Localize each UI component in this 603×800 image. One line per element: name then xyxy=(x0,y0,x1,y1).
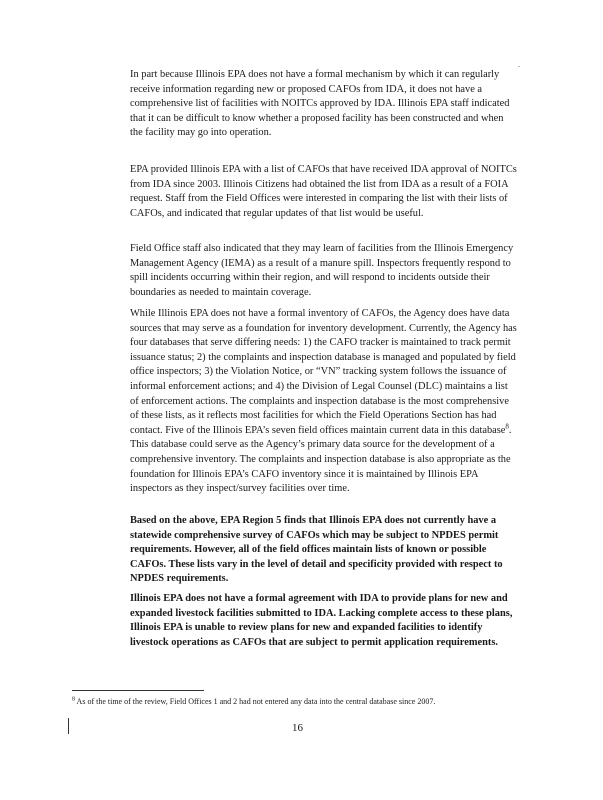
paragraph-3: Field Office staff also indicated that they may learn of facilities from the Illinois Emergency Management Agency (IEMA) as a result of a manure spill. Inspectors frequently respond to spill incidents occurring within their region, and will respond to incidents outside their boundaries as needed to maintain coverage. xyxy=(130,243,514,298)
finding-paragraph-2: Illinois EPA does not have a formal agreement with IDA to provide plans for new and expanded livestock facilities submitted to IDA. Lacking complete access to these plans, Illinois EPA is unable to review plans for new and expanded facilities to identify livestock operations as CAFOs that are subject to permit application requirements. xyxy=(130,593,513,648)
footnote-marker: 8 xyxy=(72,696,75,703)
corner-mark: . xyxy=(518,60,520,69)
footnote-divider xyxy=(72,690,204,691)
margin-mark xyxy=(68,718,69,734)
paragraph-4-text: While Illinois EPA does not have a formal inventory of CAFOs, the Agency does have data sources that may serve as a foundation for inventory development. Currently, the Agency has four databases that serve differing needs: 1) the CAFO tracker is maintained to track permit issuance status; 2) the complaints and inspection database is managed and populated by field office inspectors; 3) the Violation Notice, or “VN” tracking system follows the issuance of informal enforcement actions; and 4) the Division of Legal Counsel (DLC) maintains a list of enforcement actions. The complaints and inspection database is the most comprehensive of these lists, as it reflects most facilities for which the Field Operations Section has had contact. Five of the Illinois EPA’s seven field offices maintain current data in this database xyxy=(130,308,517,436)
footnote-text: As of the time of the review, Field Offices 1 and 2 had not entered any data into the central database since 2007. xyxy=(75,697,436,706)
finding-paragraph: Based on the above, EPA Region 5 finds that Illinois EPA does not currently have a statewide comprehensive survey of CAFOs which may be subject to NPDES permit requirements. However, all of the field offices maintain lists of known or possible CAFOs. These lists vary in the level of detail and specificity provided with respect to NPDES requirements. xyxy=(130,515,503,585)
footnote xyxy=(72,697,532,707)
paragraph-1: In part because Illinois EPA does not have a formal mechanism by which it can regularly receive information regarding new or proposed CAFOs from IDA, it does not have a comprehensive list of facilities with NOITCs approved by IDA. Illinois EPA staff indicated that it can be difficult to know whether a proposed facility has been constructed and when the facility may go into operation. xyxy=(130,69,510,139)
paragraph-4: While Illinois EPA does not have a formal inventory of CAFOs, the Agency does have data sources that may serve as a foundation for inventory development. Currently, the Agency has four databases that serve differing needs: 1) the CAFO tracker is maintained to track permit issuance status; 2) the complaints and inspection database is managed and populated by field office inspectors; 3) the Violation Notice, or “VN” tracking system follows the issuance of informal enforcement actions; and 4) the Division of Legal Counsel (DLC) maintains a list of enforcement actions. The complaints and inspection database is the most comprehensive of these lists, as it reflects most facilities for which the Field Operations Section has had contact. Five of the Illinois EPA’s seven field offices maintain current data in this database$^8$. This database could serve as the Agency’s primary data source for the development of a comprehensive inventory. The complaints and inspection database is also appropriate as the foundation for Illinois EPA’s CAFO inventory since it is maintained by Illinois EPA inspectors as they inspect/survey facilities over time. xyxy=(130,308,517,495)
paragraph-2: EPA provided Illinois EPA with a list of CAFOs that have received IDA approval of NOITCs from IDA since 2003. Illinois Citizens had obtained the list from IDA as a result of a FOIA request. Staff from the Field Offices were interested in comparing the list with their lists of CAFOs, and indicated that regular updates of that list would be useful. xyxy=(130,164,517,219)
paragraph-4-continuation: This database could serve as the Agency’s primary data source for the development of a comprehensive inventory. The complaints and inspection database is also appropriate as the foundation for Illinois EPA’s CAFO inventory since it is maintained by Illinois EPA inspectors as they inspect/survey facilities over time. xyxy=(130,439,511,495)
page-number: 16 xyxy=(292,722,303,734)
footnote-reference: 8 xyxy=(505,422,509,431)
